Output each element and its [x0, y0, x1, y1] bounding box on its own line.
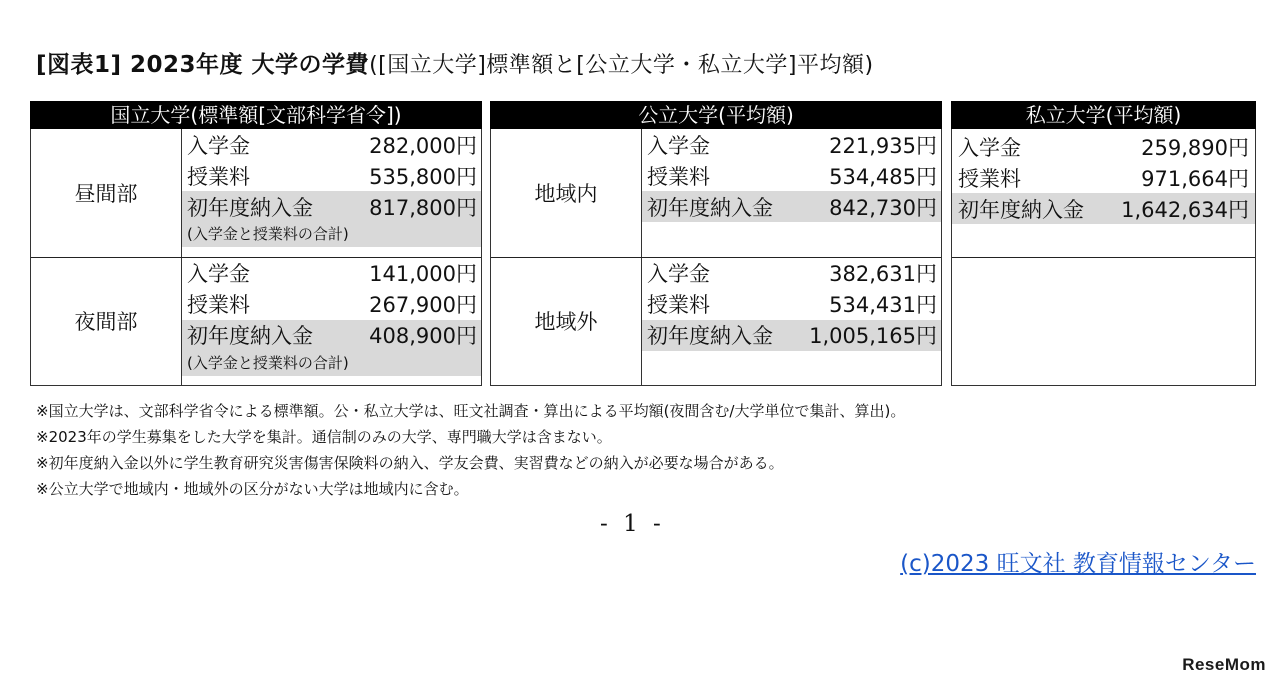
- group-label: 地域内: [491, 129, 642, 257]
- fee-value: 282,000円: [369, 133, 477, 158]
- fee-value: 535,800円: [369, 164, 477, 189]
- fee-value: 842,730円: [829, 195, 937, 220]
- fee-label: 入学金: [187, 262, 250, 286]
- group-label: 夜間部: [31, 258, 182, 386]
- fee-value: 221,935円: [829, 133, 937, 158]
- fee-row-admission: [182, 129, 481, 160]
- title-main: [図表1] 2023年度 大学の学費: [36, 52, 370, 78]
- public-header: 公立大学(平均額): [490, 101, 942, 129]
- footnote: ※国立大学は、文部科学省令による標準額。公・私立大学は、旺文社調査・算出による平均額(夜間含む/大学単位で集計、算出)。: [36, 402, 906, 420]
- fee-label: 初年度納入金: [187, 324, 313, 348]
- group-rows: [182, 258, 481, 386]
- private-university-table: [951, 101, 1256, 386]
- copyright-link[interactable]: (c)2023 旺文社 教育情報センター: [900, 551, 1256, 577]
- group-rows: [182, 129, 481, 257]
- fee-row-admission: [182, 258, 481, 289]
- fee-row-first-year-total: [642, 191, 941, 222]
- fee-value: 534,431円: [829, 293, 937, 317]
- fee-row-first-year-total: [952, 193, 1255, 224]
- fee-value: 1,642,634円: [1121, 197, 1249, 222]
- national-header: 国立大学(標準額[文部科学省令]): [30, 101, 482, 129]
- fee-label: 授業料: [187, 293, 250, 317]
- fee-label: 初年度納入金: [187, 195, 313, 220]
- fee-row-tuition: [182, 160, 481, 191]
- fee-row-admission: [642, 258, 941, 289]
- total-note: (入学金と授業料の合計): [182, 351, 481, 376]
- fee-row-first-year-total: [642, 320, 941, 351]
- fee-row-tuition: [182, 289, 481, 320]
- page-number: - 1 -: [600, 511, 665, 537]
- title-sub: ([国立大学]標準額と[公立大学・私立大学]平均額): [369, 53, 874, 78]
- footnotes: [36, 398, 905, 502]
- fee-label: 入学金: [647, 133, 710, 158]
- fee-label: 授業料: [958, 166, 1021, 191]
- national-university-table: [30, 101, 482, 386]
- fee-value: 408,900円: [369, 324, 477, 348]
- fee-label: 入学金: [958, 135, 1021, 160]
- private-header: 私立大学(平均額): [951, 101, 1256, 129]
- resemom-logo: ReseMom: [1182, 655, 1266, 674]
- fee-value: 382,631円: [829, 262, 937, 286]
- group-label: 昼間部: [31, 129, 182, 257]
- group-label: 地域外: [491, 258, 642, 386]
- total-note: (入学金と授業料の合計): [182, 222, 481, 247]
- fee-value: 1,005,165円: [809, 324, 937, 348]
- fee-value: 267,900円: [369, 293, 477, 317]
- national-group-evening: [31, 258, 481, 386]
- national-group-daytime: [31, 129, 481, 258]
- fee-label: 初年度納入金: [647, 324, 773, 348]
- national-body: [30, 129, 482, 386]
- footnote: ※2023年の学生募集をした大学を集計。通信制のみの大学、専門職大学は含まない。: [36, 428, 612, 446]
- group-rows: [642, 258, 941, 386]
- page-title: [36, 46, 874, 79]
- divider: [952, 257, 1255, 258]
- public-university-table: [490, 101, 942, 386]
- fee-row-tuition: [642, 160, 941, 191]
- public-group-local: [491, 129, 941, 258]
- fee-value: 817,800円: [369, 195, 477, 220]
- fee-label: 授業料: [647, 164, 710, 189]
- footnote: ※公立大学で地域内・地域外の区分がない大学は地域内に含む。: [36, 480, 469, 498]
- fee-value: 259,890円: [1141, 135, 1249, 160]
- fee-row-admission: [642, 129, 941, 160]
- private-body: [951, 129, 1256, 386]
- fee-label: 初年度納入金: [958, 197, 1084, 222]
- fee-value: 141,000円: [369, 262, 477, 286]
- fee-row-first-year-total: [182, 320, 481, 351]
- fee-label: 授業料: [187, 164, 250, 189]
- public-group-nonlocal: [491, 258, 941, 386]
- fee-row-tuition: [642, 289, 941, 320]
- fee-value: 971,664円: [1141, 166, 1249, 191]
- fee-value: 534,485円: [829, 164, 937, 189]
- fee-label: 初年度納入金: [647, 195, 773, 220]
- fee-row-tuition: [952, 162, 1255, 193]
- fee-label: 入学金: [187, 133, 250, 158]
- footnote: ※初年度納入金以外に学生教育研究災害傷害保険料の納入、学友会費、実習費などの納入が必要な場合がある。: [36, 454, 784, 472]
- fee-row-first-year-total: [182, 191, 481, 222]
- fee-row-admission: [952, 131, 1255, 162]
- group-rows: [642, 129, 941, 257]
- private-rows: [952, 131, 1255, 224]
- fee-label: 入学金: [647, 262, 710, 286]
- public-body: [490, 129, 942, 386]
- fee-label: 授業料: [647, 293, 710, 317]
